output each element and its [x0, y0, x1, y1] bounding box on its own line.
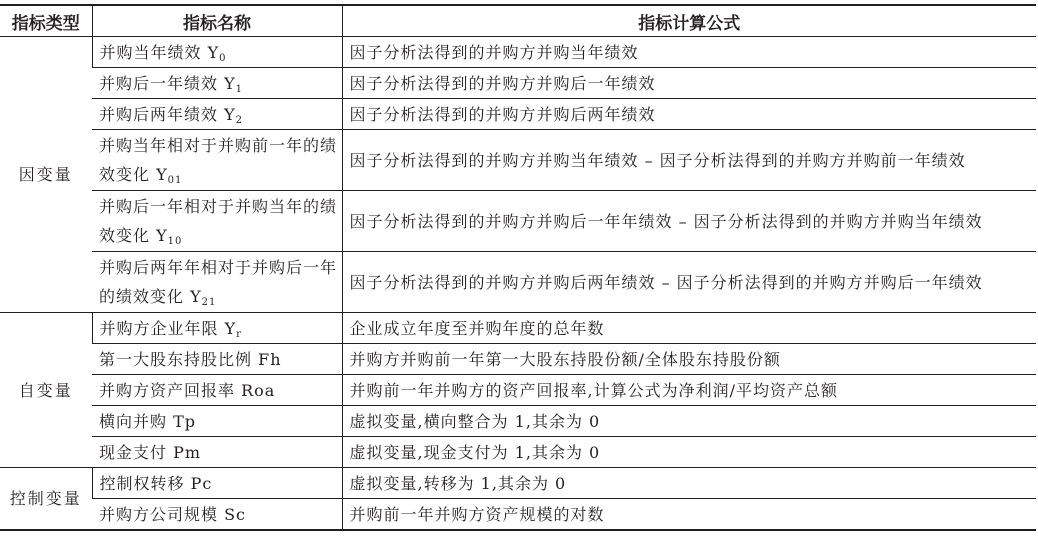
indicator-formula: 虚拟变量,横向整合为 1,其余为 0 — [342, 406, 1036, 437]
indicator-name: 并购后一年绩效 $Y_1$ — [92, 68, 342, 99]
header-row — [0, 5, 1036, 37]
group-independent-variable: 自变量 — [0, 313, 92, 468]
table-row — [0, 499, 1036, 531]
indicator-formula: 并购方并购前一年第一大股东持股份额/全体股东持股份额 — [342, 344, 1036, 375]
table-row — [0, 130, 1036, 191]
indicator-name: 并购方资产回报率 Roa — [92, 375, 342, 406]
table-row — [0, 252, 1036, 313]
table-row — [0, 37, 1036, 68]
indicator-formula: 虚拟变量,现金支付为 1,其余为 0 — [342, 437, 1036, 468]
group-control-variable: 控制变量 — [0, 468, 92, 531]
indicator-name: 并购方企业年限 $Y_r$ — [92, 313, 342, 344]
indicator-name: 并购后两年绩效 $Y_2$ — [92, 99, 342, 130]
indicator-name: 并购当年相对于并购前一年的绩效变化 $Y_{01}$ — [92, 130, 342, 191]
table-row — [0, 191, 1036, 252]
table-row — [0, 313, 1036, 344]
indicator-formula: 企业成立年度至并购年度的总年数 — [342, 313, 1036, 344]
indicator-name: 并购后两年年相对于并购后一年的绩效变化 $Y_{21}$ — [92, 252, 342, 313]
indicator-name: 并购当年绩效 $Y_0$ — [92, 37, 342, 68]
header-indicator-formula: 指标计算公式 — [342, 5, 1036, 37]
header-indicator-type: 指标类型 — [0, 5, 92, 37]
table-row — [0, 406, 1036, 437]
indicator-name: 并购后一年相对于并购当年的绩效变化 $Y_{10}$ — [92, 191, 342, 252]
indicator-table — [0, 4, 1036, 531]
table-row — [0, 344, 1036, 375]
table-row — [0, 99, 1036, 130]
indicator-name: 控制权转移 Pc — [92, 468, 342, 499]
table-row — [0, 68, 1036, 99]
indicator-name: 并购方公司规模 Sc — [92, 499, 342, 531]
table-row — [0, 375, 1036, 406]
indicator-name: 第一大股东持股比例 Fh — [92, 344, 342, 375]
indicator-formula: 因子分析法得到的并购方并购当年绩效 — [342, 37, 1036, 68]
indicator-formula: 并购前一年并购方的资产回报率,计算公式为净利润/平均资产总额 — [342, 375, 1036, 406]
indicator-formula: 因子分析法得到的并购方并购后两年绩效 – 因子分析法得到的并购方并购后一年绩效 — [342, 252, 1036, 313]
indicator-formula: 因子分析法得到的并购方并购后一年年绩效 – 因子分析法得到的并购方并购当年绩效 — [342, 191, 1036, 252]
indicator-formula: 因子分析法得到的并购方并购后两年绩效 — [342, 99, 1036, 130]
indicator-formula: 因子分析法得到的并购方并购当年绩效 – 因子分析法得到的并购方并购前一年绩效 — [342, 130, 1036, 191]
header-indicator-name: 指标名称 — [92, 5, 342, 37]
group-dependent-variable: 因变量 — [0, 37, 92, 313]
table-row — [0, 468, 1036, 499]
indicator-formula: 虚拟变量,转移为 1,其余为 0 — [342, 468, 1036, 499]
table-row — [0, 437, 1036, 468]
indicator-name: 现金支付 Pm — [92, 437, 342, 468]
indicator-formula: 并购前一年并购方资产规模的对数 — [342, 499, 1036, 531]
indicator-name: 横向并购 Tp — [92, 406, 342, 437]
indicator-formula: 因子分析法得到的并购方并购后一年绩效 — [342, 68, 1036, 99]
